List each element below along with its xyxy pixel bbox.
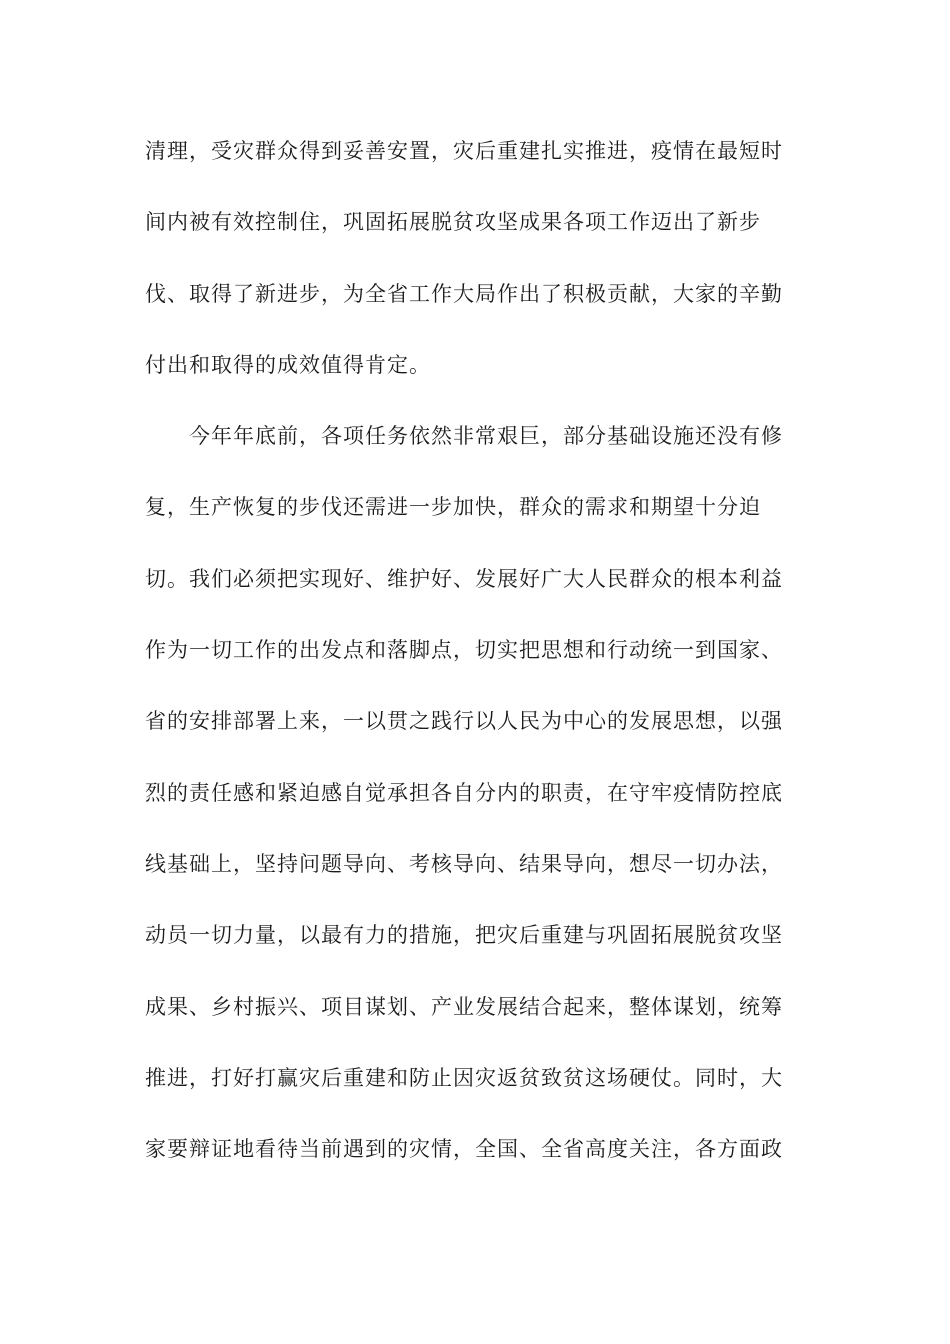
text-line-7: 切。我们必须把实现好、维护好、发展好广大人民群众的根本利益	[145, 566, 783, 591]
text-line-5: 今年年底前，各项任务依然非常艰巨，部分基础设施还没有修	[145, 424, 783, 449]
text-line-4: 付出和取得的成效值得肯定。	[145, 352, 431, 377]
text-line-3: 伐、取得了新进步，为全省工作大局作出了积极贡献，大家的辛勤	[145, 281, 783, 306]
text-line-11: 线基础上，坚持问题导向、考核导向、结果导向，想尽一切办法，	[145, 851, 783, 876]
text-line-6: 复，生产恢复的步伐还需进一步加快，群众的需求和期望十分迫	[145, 495, 761, 520]
text-line-8: 作为一切工作的出发点和落脚点，切实把思想和行动统一到国家、	[145, 638, 783, 663]
body-text	[145, 128, 805, 1197]
text-line-10: 烈的责任感和紧迫感自觉承担各自分内的职责，在守牢疫情防控底	[145, 780, 783, 805]
text-line-2: 间内被有效控制住，巩固拓展脱贫攻坚成果各项工作迈出了新步	[145, 210, 761, 235]
text-line-9: 省的安排部署上来，一以贯之践行以人民为中心的发展思想，以强	[145, 709, 783, 734]
text-line-14: 推进，打好打赢灾后重建和防止因灾返贫致贫这场硬仗。同时，大	[145, 1065, 783, 1090]
text-line-13: 成果、乡村振兴、项目谋划、产业发展结合起来，整体谋划，统筹	[145, 994, 783, 1019]
text-line-12: 动员一切力量，以最有力的措施，把灾后重建与巩固拓展脱贫攻坚	[145, 923, 783, 948]
text-line-1: 清理，受灾群众得到妥善安置，灾后重建扎实推进，疫情在最短时	[145, 139, 783, 163]
text-line-15: 家要辩证地看待当前遇到的灾情，全国、全省高度关注，各方面政	[145, 1137, 783, 1162]
